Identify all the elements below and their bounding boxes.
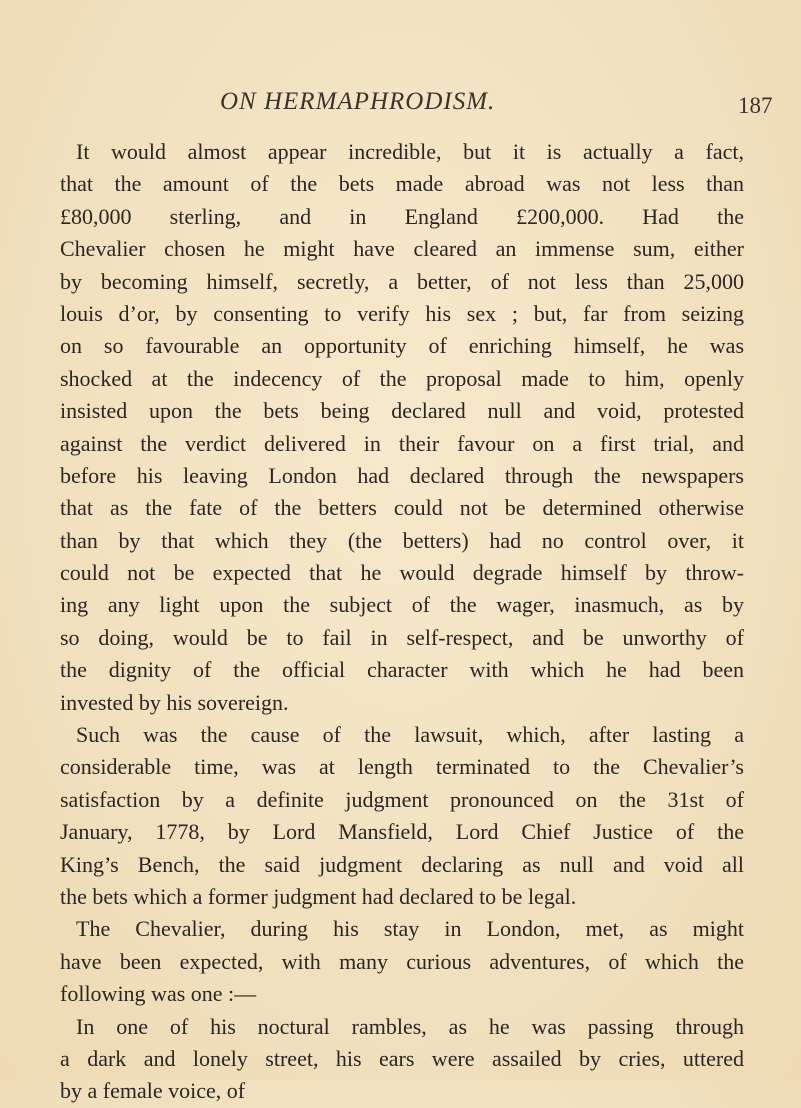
text-line: satisfaction by a definite judgment pronounced on the 31st of xyxy=(60,786,744,812)
page-number: 187 xyxy=(738,93,773,118)
text-line: that the amount of the bets made abroad was not less than xyxy=(60,171,744,197)
text-line: considerable time, was at length terminated to the Chevalier’s xyxy=(60,754,744,780)
text-line: by a female voice, of xyxy=(60,1078,246,1104)
text-line: January, 1778, by Lord Mansfield, Lord Chief Justice of the xyxy=(60,819,744,845)
text-line: Such was the cause of the lawsuit, which, after lasting a xyxy=(76,722,744,748)
text-line: by becoming himself, secretly, a better, of not less than 25,000 xyxy=(60,268,744,294)
text-line: following was one :— xyxy=(60,981,257,1007)
text-line: could not be expected that he would degrade himself by throw- xyxy=(60,560,744,586)
text-line: louis d’or, by consenting to verify his sex ; but, far from seizing xyxy=(60,300,744,326)
text-line: so doing, would be to fail in self-respect, and be unworthy of xyxy=(60,624,744,650)
text-line: the bets which a former judgment had declared to be legal. xyxy=(60,883,577,909)
text-line: It would almost appear incredible, but it is actually a fact, xyxy=(76,139,744,164)
text-line: invested by his sovereign. xyxy=(60,689,289,715)
text-line: than by that which they (the betters) had no control over, it xyxy=(60,527,744,553)
text-line: against the verdict delivered in their favour on a first trial, and xyxy=(60,430,744,456)
text-line: on so favourable an opportunity of enriching himself, he was xyxy=(60,333,744,359)
text-line: The Chevalier, during his stay in London, met, as might xyxy=(76,916,744,942)
text-line: shocked at the indecency of the proposal made to him, openly xyxy=(60,365,744,391)
text-line: that as the fate of the betters could not be determined otherwise xyxy=(60,495,744,521)
text-line: Chevalier chosen he might have cleared an immense sum, either xyxy=(60,236,744,262)
text-line: the dignity of the official character with which he had been xyxy=(60,657,744,683)
text-line: before his leaving London had declared through the newspapers xyxy=(60,462,744,488)
running-head: ON HERMAPHRODISM. xyxy=(220,88,496,115)
text-line: In one of his noctural rambles, as he was passing through xyxy=(76,1013,744,1039)
text-line: insisted upon the bets being declared null and void, protested xyxy=(60,398,744,424)
text-line: King’s Bench, the said judgment declaring as null and void all xyxy=(60,851,744,877)
body-text xyxy=(60,136,744,1108)
text-line: a dark and lonely street, his ears were assailed by cries, uttered xyxy=(60,1045,744,1071)
text-line: ing any light upon the subject of the wager, inasmuch, as by xyxy=(60,592,744,618)
text-line: have been expected, with many curious adventures, of which the xyxy=(60,948,744,974)
text-line: £80,000 sterling, and in England £200,000. Had the xyxy=(60,203,744,229)
